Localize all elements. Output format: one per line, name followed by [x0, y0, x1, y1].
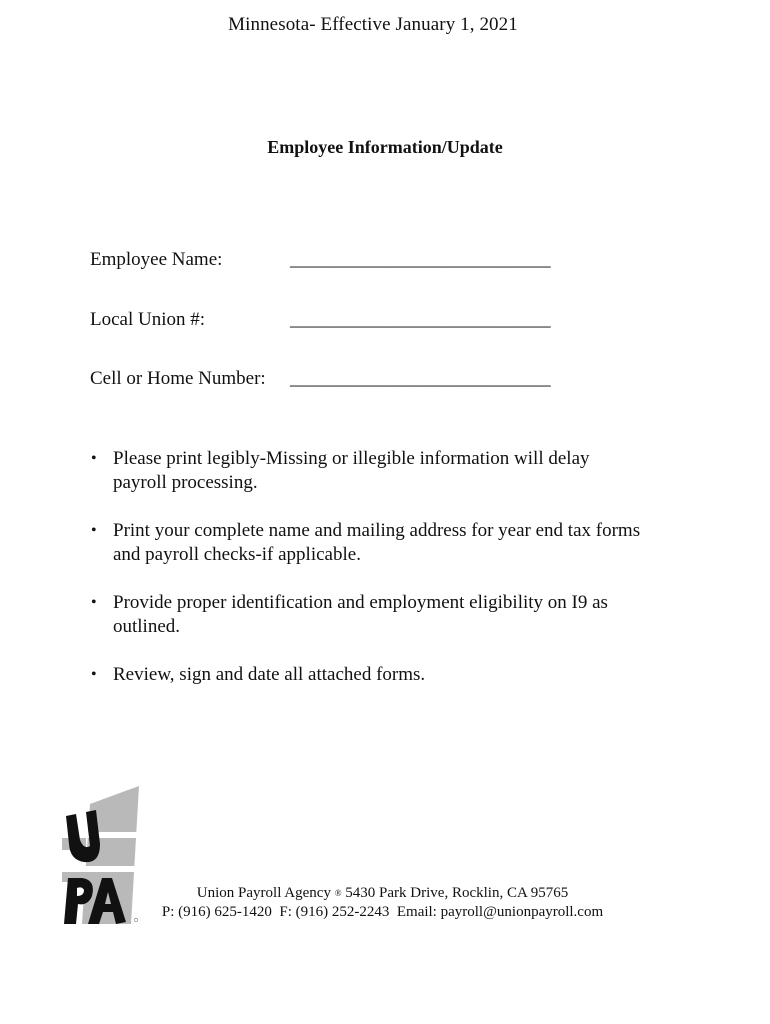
bullet-icon: •	[91, 450, 97, 467]
bullet-icon: •	[91, 522, 97, 539]
phone-number: P: (916) 625-1420	[161, 904, 272, 920]
fax-number: F: (916) 252-2243	[279, 904, 390, 920]
instruction-list	[90, 447, 690, 711]
email-address[interactable]: Email: payroll@unionpayroll.com	[396, 904, 604, 920]
employee-name-label: Employee Name:	[90, 249, 223, 270]
bullet-text-line: outlined.	[113, 616, 181, 637]
page-title: Employee Information/Update	[267, 137, 503, 157]
footer-contact	[150, 884, 615, 922]
bullet-text-line: Provide proper identification and employment eligibility on I9 as	[113, 592, 608, 613]
document-header: Minnesota- Effective January 1, 2021	[228, 14, 518, 35]
employee-name-field	[90, 249, 590, 273]
list-item	[90, 663, 690, 687]
logo-registered-mark	[134, 918, 137, 921]
logo-stripe	[60, 866, 142, 872]
phone-number-field	[90, 368, 590, 392]
bullet-text-line: Please print legibly-Missing or illegible information will delay	[113, 448, 590, 469]
list-item	[90, 519, 690, 567]
bullet-text-line: Review, sign and date all attached forms.	[113, 664, 426, 685]
registered-mark: ®	[334, 888, 342, 898]
list-item	[90, 447, 690, 495]
footer-contact-line	[150, 903, 615, 922]
local-union-field	[90, 309, 590, 333]
bullet-text-line: payroll processing.	[113, 472, 258, 493]
upa-logo-icon	[60, 786, 142, 926]
list-item	[90, 591, 690, 639]
local-union-blank[interactable]: ____________________________	[290, 309, 551, 330]
employee-name-blank[interactable]: ____________________________	[290, 249, 551, 270]
footer-address-line	[150, 884, 615, 903]
phone-number-blank[interactable]: ____________________________	[290, 368, 551, 389]
bullet-text-line: and payroll checks-if applicable.	[113, 544, 361, 565]
bullet-text-line: Print your complete name and mailing address for year end tax forms	[113, 520, 641, 541]
company-name: Union Payroll Agency	[196, 885, 331, 901]
local-union-label: Local Union #:	[90, 309, 206, 330]
phone-number-label: Cell or Home Number:	[90, 368, 266, 389]
company-address: 5430 Park Drive, Rocklin, CA 95765	[345, 885, 569, 901]
bullet-icon: •	[91, 666, 97, 683]
bullet-icon: •	[91, 594, 97, 611]
